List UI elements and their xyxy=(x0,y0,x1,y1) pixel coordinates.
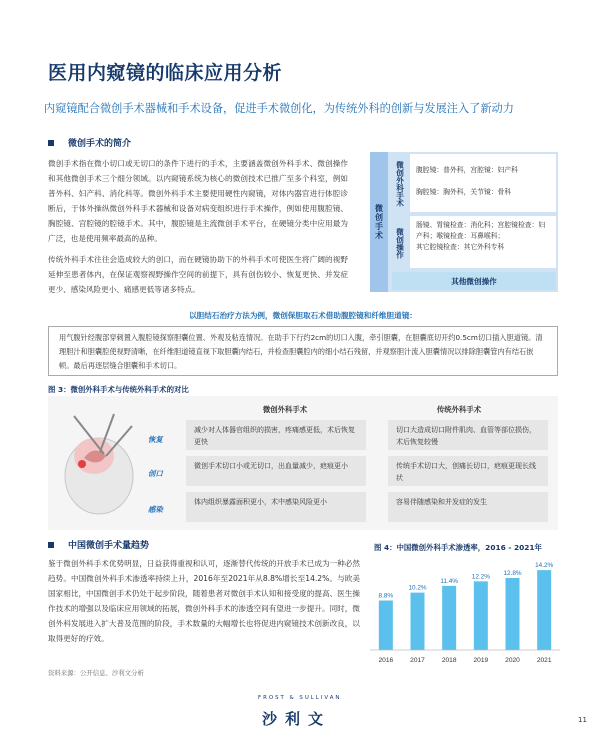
section-heading-trend xyxy=(48,538,149,551)
chart-tick-label: 2016 xyxy=(378,657,394,664)
classification-diagram xyxy=(370,152,558,292)
note-heading-row xyxy=(48,310,558,321)
chart-value-label: 12.8% xyxy=(503,570,522,577)
operation-label: 微创操作 xyxy=(392,218,408,268)
col-head-traditional: 传统外科手术 xyxy=(436,405,482,414)
page-title: 医用内窥镜的临床应用分析 xyxy=(48,62,283,84)
row-label-recovery: 恢复 xyxy=(148,435,163,444)
figure3-panel xyxy=(48,396,558,530)
chart-tick-label: 2019 xyxy=(473,657,489,664)
note-heading: 以胆结石治疗方法为例，微创保胆取石术借助腹腔镜和纤维胆道镜： xyxy=(189,311,417,320)
operation-items xyxy=(410,216,556,268)
chart-bar xyxy=(537,570,551,650)
note-box: 用气腹针经腹部穿刺置入腹腔镜探察胆囊位置、外观及粘连情况。在助手下行约2cm的切口入腹，牵引胆囊，在胆囊底切开约0.5cm切口插入胆道镜。清理胆汁和胆囊腔使视野清晰，在纤维胆道镜直视下取胆囊内结石，并检查胆囊腔内的细小结石残留，并观察胆汁流入胆囊情况以排除胆囊管内有结石嵌顿。最后再逐层缝合胆囊和手术切口。 xyxy=(48,326,558,376)
row-label-wound: 创口 xyxy=(148,469,163,478)
surgery-item: 腹腔镜：普外科，宫腔镜：妇产科 xyxy=(416,166,518,174)
chart-value-label: 11.4% xyxy=(440,577,458,585)
chart-tick-label: 2017 xyxy=(410,657,425,664)
traditional-paragraph: 传统外科手术往往会造成较大的创口，而在硬镜协助下的外科手术可使医生将广阔的视野延伸至患者体内，在保证观察视野操作空间的前提下，具有创伤较小、恢复更快、并发症更少、感染风险更小、痛感更低等诸多特点。 xyxy=(48,255,348,294)
section-heading-text: 中国微创手术量趋势 xyxy=(68,541,150,551)
cell-traditional-wound: 传统手术切口大，创痛长切口，疤痕更现长线状 xyxy=(388,456,548,486)
chart-tick-label: 2018 xyxy=(441,657,457,664)
section-heading-intro xyxy=(48,136,131,149)
surgery-items xyxy=(410,154,556,212)
chart-value-label: 8.8% xyxy=(378,592,394,600)
cell-minimally-recovery: 减少对人体器官组织的损害，疼痛感更低，术后恢复更快 xyxy=(186,420,366,450)
cell-traditional-infection: 容易伴随感染和并发症的发生 xyxy=(388,492,548,522)
footer-brand: 沙利文 xyxy=(262,710,332,728)
bullet-square-icon xyxy=(48,140,54,146)
page-subtitle: 内窥镜配合微创手术器械和手术设备，促进手术微创化，为传统外科的创新与发展注入了新动力 xyxy=(44,102,514,115)
surgery-label: 微创外科手术 xyxy=(392,154,408,214)
penetration-chart xyxy=(370,552,560,668)
cell-minimally-infection: 体内组织暴露面积更小，术中感染风险更小 xyxy=(186,492,366,522)
cell-minimally-wound: 微创手术切口小或无切口，出血量减少，疤痕更小 xyxy=(186,456,366,486)
chart-tick-label: 2021 xyxy=(536,657,552,664)
chart-value-label: 12.2% xyxy=(471,573,490,581)
surgery-illustration xyxy=(54,406,144,524)
chart-title: 图 4：中国微创外科手术渗透率，2016 - 2021年 xyxy=(374,543,542,552)
footer-brand-small: FROST & SULLIVAN xyxy=(258,695,342,701)
surgery-item: 胸腔镜：胸外科，关节镜：骨科 xyxy=(416,188,512,196)
section-heading-text: 微创手术的简介 xyxy=(68,139,132,149)
bullet-square-icon xyxy=(48,542,54,548)
chart-value-label: 14.2% xyxy=(535,562,554,570)
col-head-minimally: 微创外科手术 xyxy=(262,405,308,414)
source-note: 资料来源：公开信息、沙利文分析 xyxy=(48,669,144,677)
chart-bar xyxy=(442,586,456,650)
chart-bar xyxy=(379,601,393,651)
intro-paragraph: 微创手术指在微小切口或无切口的条件下进行的手术，主要涵盖微创外科手术、微创操作和其他微创手术三个细分领域。以内窥镜系统为核心的微创技术已推广至多个科室，例如普外科、妇产科、消化科等。微创外科手术主要使用硬性内窥镜，对体内器官进行体腔诊断后，于体外操纵微创外科手术器械和设备对病变组织进行手术操作，例如使用腹腔镜、胸腔镜、宫腔镜的腔镜手术。其中，腹腔镜是主流微创手术平台，在硬镜分类中应用最为广泛，也是使用频率最高的品种。 xyxy=(48,159,348,243)
page-number: 11 xyxy=(578,716,587,724)
root-label: 微创手术 xyxy=(370,152,388,292)
chart-value-label: 10.2% xyxy=(408,584,427,592)
figure3-title: 图 3：微创外科手术与传统外科手术的对比 xyxy=(48,385,189,394)
row-label-infection: 感染 xyxy=(148,505,163,514)
operation-item: 其它腔镜检查：其它外科专科 xyxy=(416,243,505,251)
cell-traditional-recovery: 切口大造成切口附件肌肉、血管等部位损伤，术后恢复较慢 xyxy=(388,420,548,450)
chart-bar xyxy=(506,578,520,650)
operation-item: 肠镜、胃镜检查：消化科；宫腔镜检查：妇产科；喉镜检查：耳鼻喉科； xyxy=(416,221,546,240)
chart-bar xyxy=(411,593,425,650)
chart-bar xyxy=(474,581,488,650)
other-operation-band: 其他微创操作 xyxy=(392,272,556,290)
chart-tick-label: 2020 xyxy=(505,657,520,664)
trend-paragraph: 鉴于微创外科手术优势明显，日益获得重视和认可，逐渐替代传统的开放手术已成为一种必然趋势。中国微创外科手术渗透率持续上升，2016年至2021年从8.8%增长至14.2%。与欧美国家相比，中国微创手术仍处于起步阶段，随着患者对微创手术认知和接受度的提高、医生操作技术的增强以及临床应用领域的拓展，微创外科手术的渗透空间有望进一步提升。同时，微创外科发展进入扩大普及范围的阶段，手术数量的大幅增长也将促进内窥镜技术创新改良，以取得更好的疗效。 xyxy=(48,559,360,643)
